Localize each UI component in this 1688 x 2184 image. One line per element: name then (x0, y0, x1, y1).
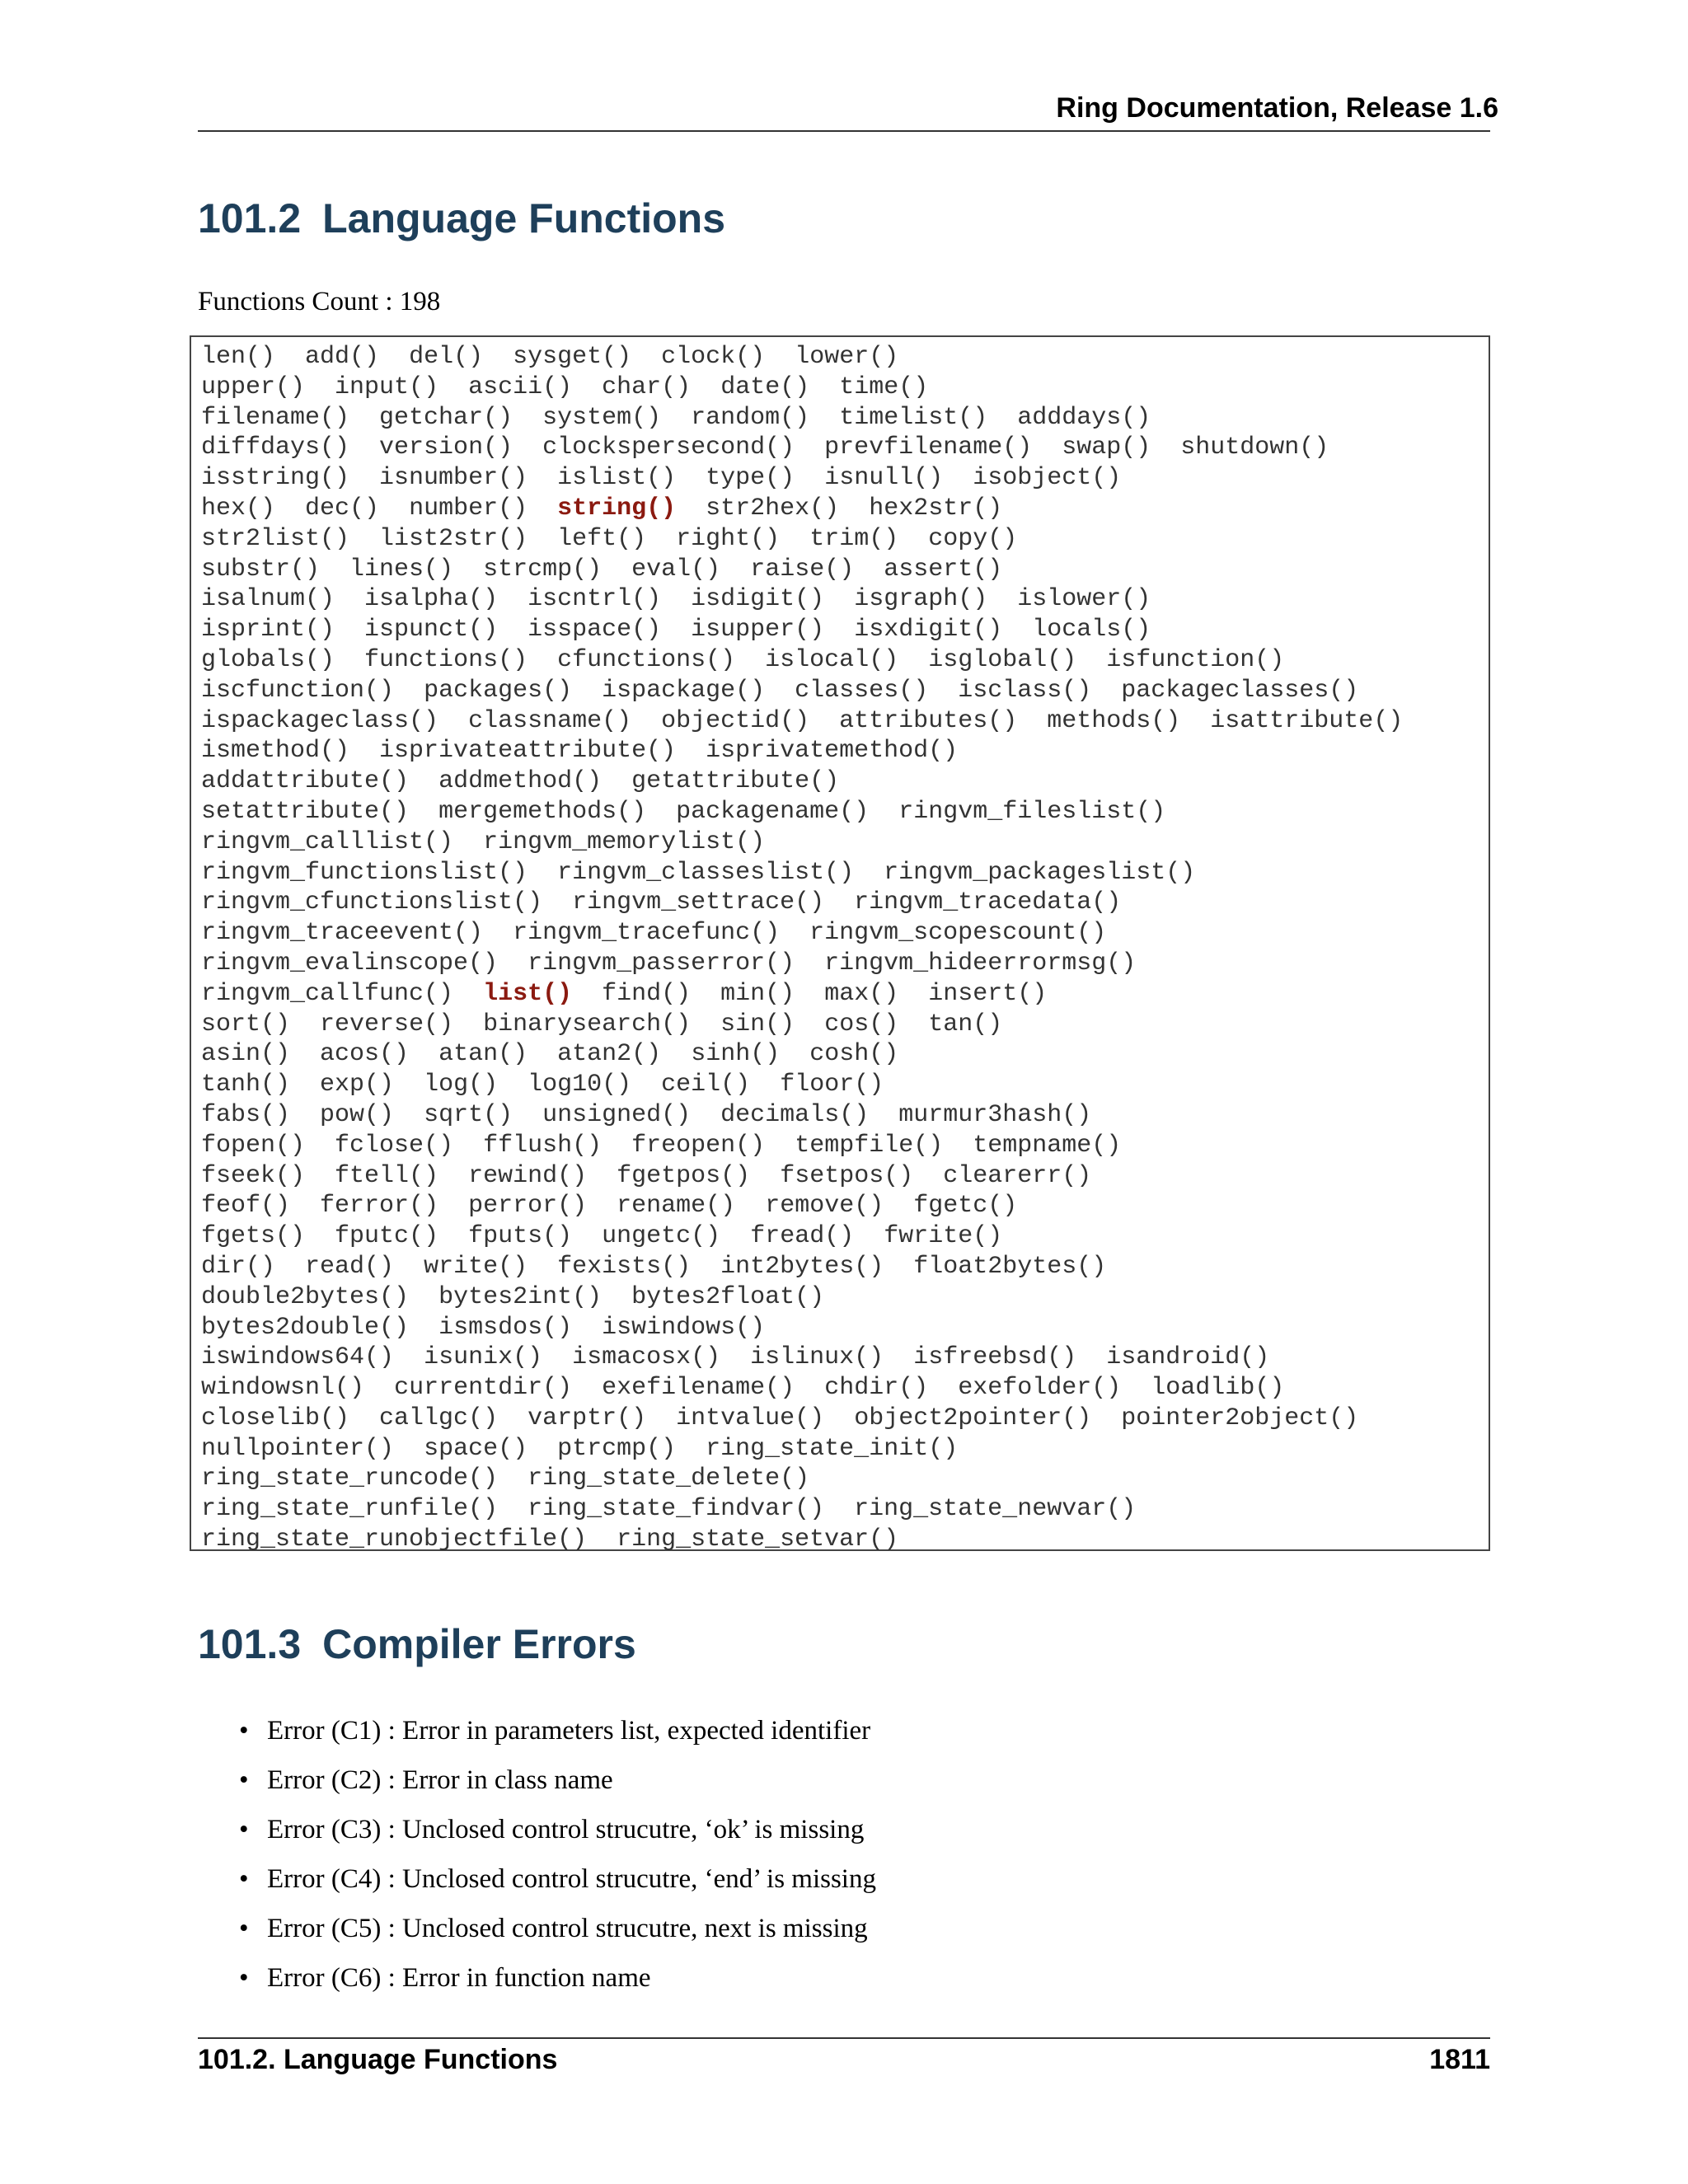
function-name: tempfile() (795, 1131, 944, 1160)
running-header-title: Ring Documentation, Release 1.6 (1056, 92, 1498, 124)
code-line (201, 1221, 1479, 1252)
code-line (201, 433, 1479, 463)
function-name: ringvm_scopescount() (809, 919, 1107, 948)
function-name: iswindows() (602, 1313, 766, 1342)
function-name: islinux() (750, 1343, 884, 1372)
function-name: fabs() (201, 1100, 291, 1129)
function-name: log10() (528, 1071, 632, 1099)
code-line (201, 736, 1479, 766)
function-name: ringvm_functionslist() (201, 858, 528, 887)
code-line (201, 1131, 1479, 1161)
page-number: 1811 (1429, 2044, 1490, 2075)
list-item (239, 1755, 876, 1805)
function-name: packagename() (676, 797, 870, 826)
function-name: classname() (468, 706, 632, 735)
function-name: isnumber() (379, 464, 528, 493)
function-name: sin() (720, 1010, 795, 1038)
function-name: iscfunction() (201, 676, 395, 705)
function-name: setattribute() (201, 797, 410, 826)
code-line (201, 1039, 1479, 1070)
function-name: left() (557, 524, 647, 553)
function-name: exp() (320, 1071, 395, 1099)
section-heading-text: Compiler Errors (322, 1621, 636, 1667)
code-line (201, 1313, 1479, 1343)
function-name: eval() (631, 555, 721, 583)
code-line (201, 463, 1479, 494)
code-line (201, 1100, 1479, 1131)
code-line (201, 949, 1479, 979)
function-name: fputc() (335, 1222, 439, 1251)
function-name: ring_state_delete() (528, 1465, 810, 1493)
function-name: freopen() (631, 1131, 766, 1160)
function-name: lower() (795, 343, 899, 371)
function-name: ringvm_traceevent() (201, 919, 484, 948)
function-name: diffdays() (201, 434, 350, 462)
function-name: ringvm_fileslist() (898, 797, 1166, 826)
function-name: ring_state_runobjectfile() (201, 1526, 588, 1554)
function-name: ascii() (468, 373, 573, 401)
function-name: strcmp() (483, 555, 603, 583)
function-name: decimals() (720, 1100, 870, 1129)
code-line (201, 979, 1479, 1010)
function-name: hex() (201, 494, 276, 523)
function-name: ringvm_tracedata() (854, 888, 1122, 917)
function-name: floor() (780, 1071, 884, 1099)
function-name: iswindows64() (201, 1343, 395, 1372)
code-line (201, 1494, 1479, 1525)
function-name: fsetpos() (780, 1161, 914, 1190)
function-name: cosh() (809, 1040, 899, 1069)
function-name: islower() (1017, 585, 1151, 614)
function-name: exefolder() (958, 1374, 1122, 1403)
function-name: isnull() (824, 464, 944, 493)
function-name: functions() (364, 645, 528, 674)
section-number: 101.2 (198, 195, 302, 241)
function-name: tan() (928, 1010, 1003, 1038)
function-name: ptrcmp() (557, 1434, 677, 1463)
function-name: locals() (1032, 616, 1151, 644)
function-name: exefilename() (602, 1374, 795, 1403)
bullet-icon: • (239, 1815, 249, 1844)
function-name: islocal() (765, 645, 899, 674)
function-name: reverse() (320, 1010, 454, 1038)
code-line (201, 676, 1479, 706)
function-name: isprivatemethod() (706, 737, 959, 766)
function-name: adddays() (1017, 403, 1151, 432)
code-line (201, 1070, 1479, 1100)
list-item (239, 1854, 876, 1904)
code-line (201, 1191, 1479, 1221)
list-item (239, 1904, 876, 1953)
function-name: isclass() (958, 676, 1092, 705)
function-name: insert() (928, 979, 1048, 1008)
function-name: float2bytes() (913, 1252, 1107, 1281)
code-line (201, 888, 1479, 918)
function-name: ring_state_runfile() (201, 1495, 499, 1524)
function-name: unsigned() (542, 1100, 692, 1129)
function-name: tempname() (973, 1131, 1122, 1160)
function-name: fputs() (468, 1222, 573, 1251)
function-name: ring_state_runcode() (201, 1465, 499, 1493)
function-name: pointer2object() (1121, 1404, 1359, 1432)
compiler-errors-list (239, 1706, 876, 2003)
function-name: remove() (765, 1192, 884, 1221)
section-title-language-functions (198, 194, 725, 242)
function-name: bytes2float() (631, 1282, 825, 1311)
function-name: sort() (201, 1010, 291, 1038)
function-name: sinh() (691, 1040, 781, 1069)
section-number: 101.3 (198, 1621, 302, 1667)
function-name: ringvm_memorylist() (483, 827, 766, 856)
function-name: chdir() (824, 1374, 929, 1403)
function-name: ungetc() (602, 1222, 721, 1251)
function-name: cos() (824, 1010, 899, 1038)
footer-rule (198, 2037, 1490, 2039)
function-name: shutdown() (1180, 434, 1329, 462)
functions-count: Functions Count : 198 (198, 287, 441, 316)
function-name: random() (691, 403, 810, 432)
function-name: clock() (661, 343, 766, 371)
function-name: ringvm_passerror() (528, 949, 795, 977)
function-name: raise() (750, 555, 855, 583)
function-name: lines() (349, 555, 454, 583)
function-name: prevfilename() (824, 434, 1033, 462)
function-name: ismsdos() (438, 1313, 573, 1342)
code-line (201, 1161, 1479, 1192)
function-name: ringvm_tracefunc() (513, 919, 781, 948)
function-name: rename() (617, 1192, 736, 1221)
function-name: add() (305, 343, 380, 371)
function-name: number() (409, 494, 528, 523)
function-name: dir() (201, 1252, 276, 1281)
function-name: ringvm_classeslist() (557, 858, 855, 887)
function-name: acos() (320, 1040, 410, 1069)
code-line (201, 797, 1479, 827)
function-name: copy() (928, 524, 1018, 553)
function-name: int2bytes() (720, 1252, 884, 1281)
error-text: Error (C1) : Error in parameters list, expected identifier (267, 1716, 871, 1746)
function-name: ring_state_newvar() (854, 1495, 1137, 1524)
function-name: rewind() (468, 1161, 588, 1190)
function-name: space() (424, 1434, 528, 1463)
code-line (201, 584, 1479, 615)
function-name: isupper() (691, 616, 825, 644)
function-name: read() (305, 1252, 395, 1281)
function-name: packages() (424, 676, 573, 705)
function-name: dec() (305, 494, 380, 523)
functions-code-block (190, 335, 1490, 1554)
function-name: isprint() (201, 616, 335, 644)
function-name: nullpointer() (201, 1434, 395, 1463)
function-name: min() (720, 979, 795, 1008)
function-name: sqrt() (424, 1100, 513, 1129)
function-name: write() (424, 1252, 528, 1281)
function-name: fopen() (201, 1131, 306, 1160)
function-name: classes() (795, 676, 929, 705)
function-name: fgetpos() (617, 1161, 751, 1190)
function-name: ferror() (320, 1192, 439, 1221)
function-name: binarysearch() (483, 1010, 692, 1038)
function-name: str2hex() (706, 494, 840, 523)
function-name: asin() (201, 1040, 291, 1069)
function-name-highlighted: list() (483, 979, 573, 1008)
function-name: isspace() (528, 616, 662, 644)
function-name: isalnum() (201, 585, 335, 614)
function-name: log() (424, 1071, 499, 1099)
function-name: fseek() (201, 1161, 306, 1190)
code-line (201, 706, 1479, 737)
function-name: ringvm_packageslist() (884, 858, 1196, 887)
bullet-icon: • (239, 1716, 249, 1746)
function-name: ftell() (335, 1161, 439, 1190)
function-name: addattribute() (201, 767, 410, 796)
bullet-icon: • (239, 1914, 249, 1943)
function-name: ringvm_cfunctionslist() (201, 888, 543, 917)
function-name: fwrite() (884, 1222, 1003, 1251)
function-name: substr() (201, 555, 321, 583)
function-name: ring_state_init() (706, 1434, 959, 1463)
function-name: windowsnl() (201, 1374, 365, 1403)
function-name: len() (201, 343, 276, 371)
error-text: Error (C5) : Unclosed control strucutre, next is missing (267, 1914, 868, 1943)
function-name: time() (839, 373, 929, 401)
function-name: tanh() (201, 1071, 291, 1099)
function-name: isgraph() (854, 585, 988, 614)
code-line (201, 1434, 1479, 1465)
list-item (239, 1805, 876, 1854)
function-name: system() (542, 403, 662, 432)
function-name: trim() (809, 524, 899, 553)
function-name: pow() (320, 1100, 395, 1129)
function-name: isstring() (201, 464, 350, 493)
function-name: str2list() (201, 524, 350, 553)
function-name: ispackage() (602, 676, 766, 705)
section-heading-text: Language Functions (322, 195, 726, 241)
section-title-compiler-errors (198, 1620, 636, 1668)
function-name: getattribute() (631, 767, 840, 796)
function-name: ismacosx() (572, 1343, 721, 1372)
function-name: clearerr() (943, 1161, 1092, 1190)
function-name: methods() (1047, 706, 1181, 735)
function-name: atan() (438, 1040, 528, 1069)
function-name: objectid() (661, 706, 810, 735)
function-name: upper() (201, 373, 306, 401)
function-name: isalpha() (364, 585, 499, 614)
function-name: ringvm_evalinscope() (201, 949, 499, 977)
error-text: Error (C3) : Unclosed control strucutre, ‘ok’ is missing (267, 1815, 865, 1844)
bullet-icon: • (239, 1765, 249, 1795)
code-line (201, 1373, 1479, 1404)
function-name: isfreebsd() (913, 1343, 1077, 1372)
function-name: loadlib() (1151, 1374, 1285, 1403)
function-name: max() (824, 979, 899, 1008)
code-line (201, 1343, 1479, 1373)
function-name: input() (335, 373, 439, 401)
function-name: intvalue() (676, 1404, 825, 1432)
code-line (201, 1464, 1479, 1494)
function-name: del() (409, 343, 484, 371)
function-name: ringvm_settrace() (572, 888, 825, 917)
function-name: type() (706, 464, 795, 493)
function-name: fread() (750, 1222, 855, 1251)
function-name: date() (720, 373, 810, 401)
function-name: double2bytes() (201, 1282, 410, 1311)
code-line (201, 827, 1479, 858)
code-line (201, 403, 1479, 434)
function-name: ringvm_callfunc() (201, 979, 454, 1008)
function-name: mergemethods() (438, 797, 647, 826)
function-name: isunix() (424, 1343, 543, 1372)
code-line (201, 1525, 1479, 1555)
function-name: object2pointer() (854, 1404, 1092, 1432)
code-line (201, 342, 1479, 373)
bullet-icon: • (239, 1963, 249, 1993)
code-line (201, 555, 1479, 585)
function-name: callgc() (379, 1404, 499, 1432)
function-name: fflush() (483, 1131, 603, 1160)
function-name: fexists() (557, 1252, 692, 1281)
function-name: islist() (557, 464, 677, 493)
function-name-highlighted: string() (557, 494, 677, 523)
function-name: assert() (884, 555, 1003, 583)
function-name: cfunctions() (557, 645, 736, 674)
code-line (201, 373, 1479, 403)
code-line (201, 524, 1479, 555)
code-line (201, 918, 1479, 949)
function-name: swap() (1062, 434, 1151, 462)
function-name: packageclasses() (1121, 676, 1359, 705)
function-name: iscntrl() (528, 585, 662, 614)
function-name: closelib() (201, 1404, 350, 1432)
function-name: isglobal() (928, 645, 1077, 674)
function-name: getchar() (379, 403, 513, 432)
footer-section-name: 101.2. Language Functions (198, 2044, 558, 2075)
function-name: isprivateattribute() (379, 737, 677, 766)
error-text: Error (C2) : Error in class name (267, 1765, 613, 1795)
function-name: sysget() (513, 343, 632, 371)
function-name: ceil() (661, 1071, 751, 1099)
function-name: right() (676, 524, 781, 553)
function-name: isandroid() (1106, 1343, 1270, 1372)
code-line (201, 615, 1479, 645)
function-name: perror() (468, 1192, 588, 1221)
function-name: ispunct() (364, 616, 499, 644)
code-line (201, 766, 1479, 797)
code-line (201, 1252, 1479, 1282)
function-name: filename() (201, 403, 350, 432)
list-item (239, 1953, 876, 2003)
code-line (201, 494, 1479, 524)
function-name: currentdir() (394, 1374, 573, 1403)
bullet-icon: • (239, 1864, 249, 1894)
function-name: ring_state_setvar() (617, 1526, 899, 1554)
function-name: globals() (201, 645, 335, 674)
function-name: atan2() (557, 1040, 662, 1069)
code-line (201, 1282, 1479, 1313)
code-line (201, 1404, 1479, 1434)
function-name: ringvm_calllist() (201, 827, 454, 856)
function-name: varptr() (528, 1404, 647, 1432)
list-item (239, 1706, 876, 1755)
function-name: fgetc() (913, 1192, 1018, 1221)
code-line (201, 858, 1479, 888)
function-name: ringvm_hideerrormsg() (824, 949, 1137, 977)
function-name: isxdigit() (854, 616, 1003, 644)
function-name: version() (379, 434, 513, 462)
function-name: isobject() (973, 464, 1122, 493)
code-line (201, 645, 1479, 676)
header-rule (198, 130, 1490, 132)
error-text: Error (C6) : Error in function name (267, 1963, 651, 1993)
function-name: clockspersecond() (542, 434, 795, 462)
function-name: isattribute() (1210, 706, 1404, 735)
function-name: murmur3hash() (898, 1100, 1092, 1129)
function-name: ismethod() (201, 737, 350, 766)
error-text: Error (C4) : Unclosed control strucutre, ‘end’ is missing (267, 1864, 876, 1894)
function-name: isfunction() (1106, 645, 1285, 674)
function-name: attributes() (839, 706, 1018, 735)
function-name: fclose() (335, 1131, 454, 1160)
function-name: addmethod() (438, 767, 603, 796)
function-name: ring_state_findvar() (528, 1495, 825, 1524)
function-name: timelist() (839, 403, 988, 432)
function-name: hex2str() (869, 494, 1003, 523)
function-name: find() (602, 979, 692, 1008)
function-name: bytes2double() (201, 1313, 410, 1342)
function-name: feof() (201, 1192, 291, 1221)
function-name: fgets() (201, 1222, 306, 1251)
code-line (201, 1010, 1479, 1040)
function-name: char() (602, 373, 692, 401)
function-name: list2str() (379, 524, 528, 553)
function-name: isdigit() (691, 585, 825, 614)
function-name: ispackageclass() (201, 706, 439, 735)
function-name: bytes2int() (438, 1282, 603, 1311)
